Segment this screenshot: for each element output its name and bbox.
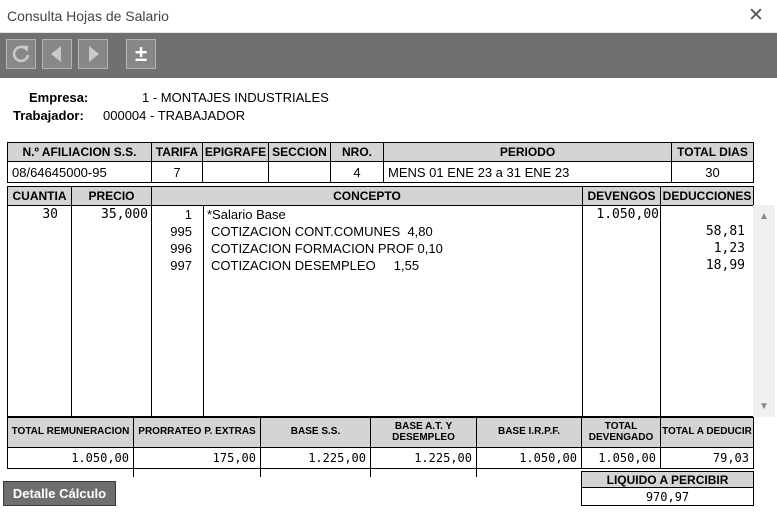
total-devengado-header: TOTAL DEVENGADO — [581, 417, 661, 448]
empresa-value: 1 - MONTAJES INDUSTRIALES — [142, 90, 329, 105]
trabajador-label: Trabajador: — [13, 108, 84, 123]
epigrafe-value — [202, 161, 269, 183]
trabajador-value: 000004 - TRABAJADOR — [103, 108, 246, 123]
col-tarifa-header: TARIFA — [151, 142, 203, 162]
refresh-icon — [10, 43, 32, 65]
line-1-concepto: *Salario Base — [207, 207, 286, 222]
base-at-header: BASE A.T. Y DESEMPLEO — [370, 417, 477, 448]
line-2-codigo: 995 — [170, 224, 192, 239]
refresh-button[interactable] — [6, 39, 36, 69]
close-icon[interactable]: ✕ — [748, 5, 764, 26]
base-ss-header: BASE S.S. — [260, 417, 371, 448]
total-deducir-header: TOTAL A DEDUCIR — [660, 417, 754, 448]
liquido-label: LIQUIDO A PERCIBIR — [581, 471, 754, 488]
prev-icon — [46, 43, 68, 65]
next-button[interactable] — [78, 39, 108, 69]
line-3-codigo: 996 — [170, 241, 192, 256]
col-devengos-header: DEVENGOS — [582, 186, 661, 206]
next-icon — [82, 43, 104, 65]
total-remuneracion-value: 1.050,00 — [7, 447, 134, 469]
toolbar — [0, 33, 777, 78]
total-deducir-value: 79,03 — [660, 447, 754, 469]
base-irpf-header: BASE I.R.P.F. — [476, 417, 582, 448]
line-1-cuantia: 30 — [42, 207, 58, 222]
liquido-value: 970,97 — [581, 487, 754, 506]
line-4-codigo: 997 — [170, 258, 192, 273]
base-at-value: 1.225,00 — [370, 447, 477, 469]
line-1-codigo: 1 — [184, 207, 192, 222]
line-1-devengos: 1.050,00 — [596, 207, 659, 222]
col-total-dias-header: TOTAL DIAS — [671, 142, 754, 162]
line-3-deducciones: 1,23 — [713, 241, 745, 256]
line-4-concepto: COTIZACION DESEMPLEO 1,55 — [211, 258, 420, 273]
col-periodo-header: PERIODO — [383, 142, 672, 162]
afiliacion-value: 08/64645000-95 — [7, 161, 152, 183]
periodo-value: MENS 01 ENE 23 a 31 ENE 23 — [383, 161, 672, 183]
col-nro-header: NRO. — [330, 142, 384, 162]
line-4-deducciones: 18,99 — [705, 258, 745, 273]
col-deducciones-header: DEDUCCIONES — [660, 186, 754, 206]
line-2-concepto: COTIZACION CONT.COMUNES 4,80 — [211, 224, 433, 239]
col-precio-header: PRECIO — [71, 186, 152, 206]
vertical-scrollbar[interactable] — [753, 205, 775, 417]
prorrateo-header: PRORRATEO P. EXTRAS — [133, 417, 261, 448]
col-cuantia-header: CUANTIA — [7, 186, 72, 206]
col-epigrafe-header: EPIGRAFE — [202, 142, 269, 162]
base-ss-value: 1.225,00 — [260, 447, 371, 469]
title-bar — [0, 0, 777, 33]
window-title: Consulta Hojas de Salario — [7, 8, 169, 24]
col-concepto-header: CONCEPTO — [151, 186, 583, 206]
line-1-precio: 35,000 — [101, 207, 148, 222]
scroll-down-icon[interactable]: ▼ — [759, 400, 769, 412]
nro-value: 4 — [330, 161, 384, 183]
line-3-concepto: COTIZACION FORMACION PROF 0,10 — [211, 241, 443, 256]
prorrateo-value: 175,00 — [133, 447, 261, 469]
previous-button[interactable] — [42, 39, 72, 69]
col-afiliacion-header: N.º AFILIACION S.S. — [7, 142, 152, 162]
total-devengado-value: 1.050,00 — [581, 447, 661, 469]
total-remuneracion-header: TOTAL REMUNERACION — [7, 417, 134, 448]
col-seccion-header: SECCION — [268, 142, 331, 162]
scroll-up-icon[interactable]: ▲ — [759, 210, 769, 222]
plus-minus-icon[interactable]: ± — [126, 39, 156, 69]
seccion-value — [268, 161, 331, 183]
detalle-calculo-button[interactable]: Detalle Cálculo — [3, 481, 116, 506]
base-irpf-value: 1.050,00 — [476, 447, 582, 469]
tarifa-value: 7 — [151, 161, 203, 183]
line-2-deducciones: 58,81 — [705, 224, 745, 239]
empresa-label: Empresa: — [29, 90, 89, 105]
total-dias-value: 30 — [671, 161, 754, 183]
